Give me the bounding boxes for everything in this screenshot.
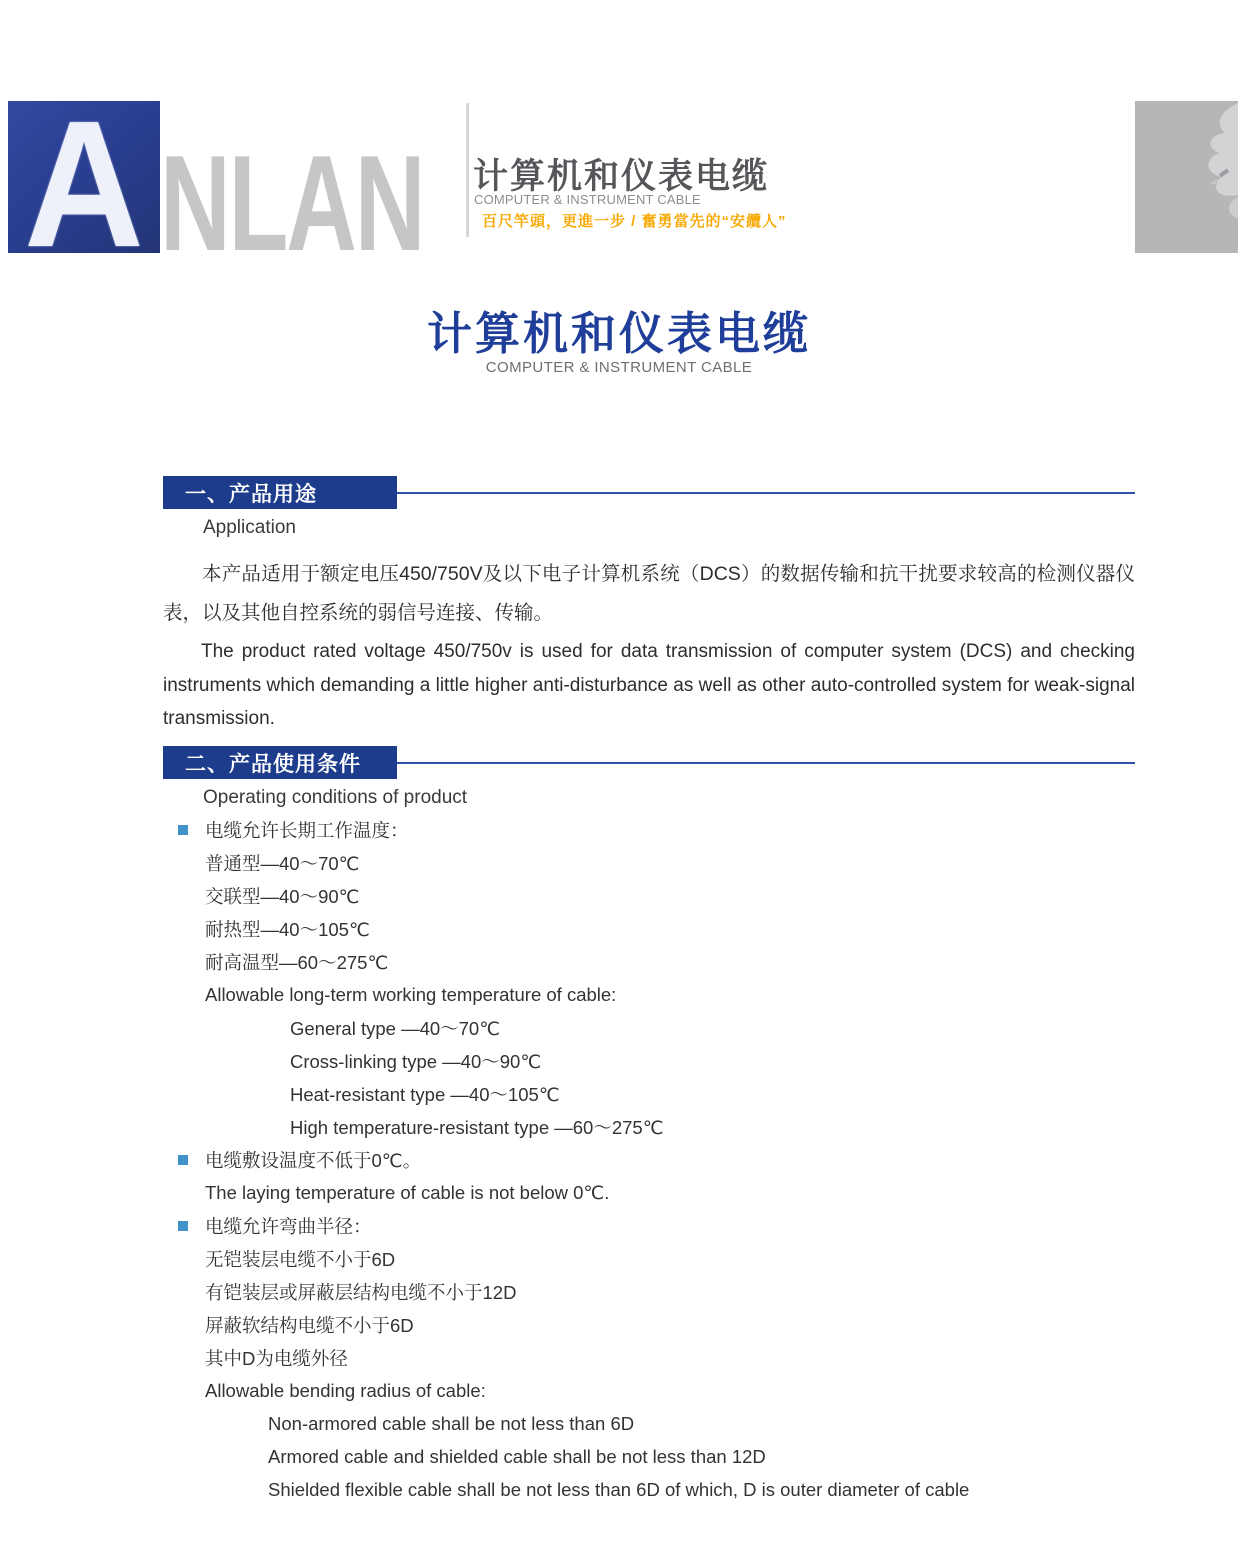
bullet-square-icon [178, 1221, 188, 1231]
bullet-square-icon [178, 825, 188, 835]
header-title-cn: 计算机和仪表电缆 [473, 157, 770, 196]
leaf-pattern-icon [1135, 101, 1238, 253]
section1-rule [397, 492, 1135, 494]
list-item: The laying temperature of cable is not below 0℃. [205, 1181, 610, 1203]
list-item: Shielded flexible cable shall be not less than 6D of which, D is outer diameter of cable [268, 1478, 970, 1500]
section1-heading-bar: 一、产品用途 [163, 476, 397, 509]
list-item: 电缆敷设温度不低于0℃。 [163, 1143, 1135, 1176]
section2-rule [397, 762, 1135, 764]
list-item: Heat-resistant type —40～105℃ [290, 1083, 560, 1105]
section1-subheading: Application [203, 517, 296, 538]
list-item: 有铠装层或屏蔽层结构电缆不小于12D [205, 1281, 517, 1303]
list-item: Allowable long-term working temperature of cable: [205, 983, 617, 1005]
list-item: General type —40～70℃ [290, 1017, 500, 1039]
list-item: 耐高温型—60～275℃ [205, 951, 389, 973]
list-item: Allowable bending radius of cable: [205, 1379, 486, 1401]
list-item: 电缆允许弯曲半径： [163, 1209, 1135, 1242]
conditions-list [163, 813, 1135, 1506]
page-title: 计算机和仪表电缆 [426, 308, 811, 359]
logo-wordmark: NLAN [160, 126, 424, 279]
list-item: 其中D为电缆外径 [205, 1347, 348, 1369]
list-item: Cross-linking type —40～90℃ [290, 1050, 542, 1072]
list-item: 电缆允许长期工作温度： [163, 813, 1135, 846]
list-item: Non-armored cable shall be not less than 6D [268, 1412, 635, 1434]
section-operating-conditions [163, 746, 1135, 1506]
list-item: 交联型—40～90℃ [205, 885, 360, 907]
section1-heading-row [163, 476, 1135, 509]
logo-letter-a: A [24, 101, 144, 253]
header-title-en: COMPUTER & INSTRUMENT CABLE [474, 192, 701, 207]
application-paragraph-cn: 本产品适用于额定电压450/750V及以下电子计算机系统（DCS）的数据传输和抗干扰要求较高的检测仪器仪表，以及其他自控系统的弱信号连接、传输。 [163, 563, 1135, 624]
list-item: 屏蔽软结构电缆不小于6D [205, 1314, 414, 1336]
section2-subheading: Operating conditions of product [203, 787, 468, 808]
corner-leaf-image [1135, 101, 1238, 253]
list-item: 普通型—40～70℃ [205, 852, 360, 874]
list-item: High temperature-resistant type —60～275℃ [290, 1116, 664, 1138]
list-item: Armored cable and shielded cable shall be not less than 12D [268, 1445, 766, 1467]
application-paragraph-en: The product rated voltage 450/750v is used for data transmission of computer system (DCS) and checking instruments which demanding a little higher anti-disturbance as well as other auto-controlled system for weak-signal transmission. [163, 641, 1135, 729]
header-tagline: 百尺竿頭，更進一步 / 奮勇當先的“安纜人” [482, 213, 787, 230]
anlan-logo-mark [8, 101, 160, 253]
section-application [163, 476, 1135, 736]
bullet-square-icon [178, 1155, 188, 1165]
header-divider [466, 103, 469, 237]
page-subtitle: COMPUTER & INSTRUMENT CABLE [485, 359, 753, 376]
section2-heading-row [163, 746, 1135, 779]
section2-heading-bar: 二、产品使用条件 [163, 746, 397, 779]
list-item: 耐热型—40～105℃ [205, 918, 370, 940]
list-item: 无铠装层电缆不小于6D [205, 1248, 396, 1270]
